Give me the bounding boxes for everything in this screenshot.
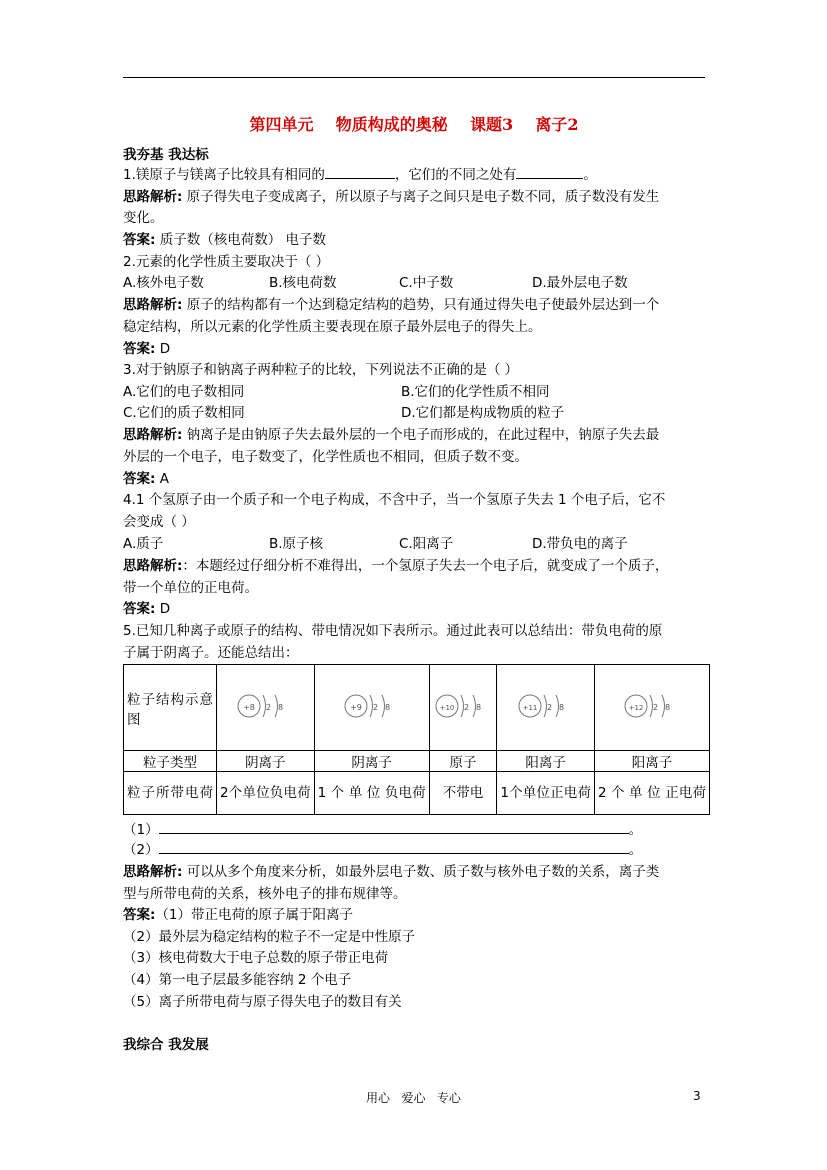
particle-type-cell: 阴离子 [314,751,429,772]
page-number: 3 [693,1089,701,1103]
svg-text:+10: +10 [439,703,455,712]
svg-text:8: 8 [384,702,390,712]
page-footer: 用心 爱心 专心 [366,1091,461,1105]
page-title: 第四单元 物质构成的奥秘 课题3 离子2 [249,115,579,134]
charge-cell: 1 个 单 位 负电荷 [314,772,429,815]
answer-5: 答案:（1）带正电荷的原子属于阳离子 [123,907,353,923]
answer-3: 答案: A [123,471,169,487]
charge-cell: 不带电 [429,772,497,815]
section-heading-2: 我综合 我发展 [123,1037,209,1053]
question-5: 5.已知几种离子或原子的结构、带电情况如下表所示。通过此表可以总结出：带负电荷的原 [123,623,663,639]
svg-text:+9: +9 [349,702,362,712]
answer-5-item: （4）第一电子层最多能容纳 2 个电子 [123,972,352,988]
analysis-5: 思路解析: 可以从多个角度来分析，如最外层电子数、质子数与核外电子数的关系，离子类 [123,864,660,880]
svg-text:2: 2 [652,702,659,712]
svg-text:2: 2 [546,702,552,712]
svg-text:8: 8 [278,702,284,712]
atom-diagram-3 [429,665,497,751]
particle-type-cell: 阳离子 [497,751,595,772]
answer-blank [325,165,395,179]
question-2: 2.元素的化学性质主要取决于（ ） [123,254,330,270]
atom-diagram-2 [314,665,429,751]
particle-table [123,664,710,815]
particle-type-cell: 阳离子 [594,751,709,772]
answer-4: 答案: D [123,601,171,617]
analysis-3-cont: 外层的一个电子，电子数变了，化学性质也不相同，但质子数不变。 [123,449,528,465]
svg-text:+8: +8 [243,702,256,712]
answer-blank [516,165,583,179]
question-3: 3.对于钠原子和钠离子两种粒子的比较，下列说法不正确的是（ ） [123,362,519,378]
atom-diagram-1 [217,665,315,751]
charge-cell: 2 个 单 位 正电荷 [594,772,709,815]
analysis-4: 思路解析:：本题经过仔细分析不难得出，一个氢原子失去一个电子后，就变成了一个质子， [123,558,669,574]
answer-2: 答案: D [123,341,171,357]
particle-type-cell: 原子 [429,751,497,772]
svg-text:2: 2 [463,702,470,712]
answer-5-item: （5）离子所带电荷与原子得失电子的数目有关 [123,994,402,1010]
svg-text:8: 8 [664,702,671,712]
particle-type-cell: 阴离子 [217,751,315,772]
answer-blank [159,820,629,834]
question-4: 4.1 个氢原子由一个质子和一个电子构成，不含中子，当一个氢原子失去 1 个电子后，它不 [123,492,666,508]
fill-in-line-1: （1） 。 [123,822,643,838]
atom-diagram-4 [497,665,595,751]
question-4-cont: 会变成（ ） [123,514,195,530]
header-rule [123,77,705,78]
svg-text:2: 2 [266,702,272,712]
svg-text:8: 8 [558,702,564,712]
answer-5-item: （2）最外层为稳定结构的粒子不一定是中性原子 [123,929,416,945]
answer-1: 答案: 质子数（核电荷数） 电子数 [123,232,326,248]
question-1: 1.镁原子与镁离子比较具有相同的 ，它们的不同之处有 。 [123,167,597,183]
analysis-2-cont: 稳定结构，所以元素的化学性质主要表现在原子最外层电子的得失上。 [123,319,542,335]
charge-cell: 2个单位负电荷 [217,772,315,815]
analysis-5-cont: 型与所带电荷的关系，核外电子的排布规律等。 [123,886,407,902]
fill-in-line-2: （2） 。 [123,842,643,858]
charge-cell: 1个单位正电荷 [497,772,595,815]
svg-text:8: 8 [475,702,482,712]
row-header-charge: 粒子所带电荷 [124,772,217,815]
svg-text:+12: +12 [628,703,644,712]
analysis-3: 思路解析: 钠离子是由钠原子失去最外层的一个电子而形成的，在此过程中，钠原子失去最 [123,427,660,443]
analysis-4-cont: 带一个单位的正电荷。 [123,580,258,596]
section-heading-1: 我夯基 我达标 [123,147,209,163]
analysis-1-cont: 变化。 [123,210,164,226]
analysis-2: 思路解析: 原子的结构都有一个达到稳定结构的趋势，只有通过得失电子使最外层达到一个 [123,297,660,313]
row-header-structure: 粒子结构示意图 [124,665,217,751]
answer-5-item: （3）核电荷数大于电子总数的原子带正电荷 [123,950,389,966]
analysis-1: 思路解析: 原子得失电子变成离子，所以原子与离子之间只是电子数不同，质子数没有发生 [123,189,660,205]
atom-diagram-5 [594,665,709,751]
row-header-type: 粒子类型 [124,751,217,772]
question-5-cont: 子属于阴离子。还能总结出： [123,645,299,661]
svg-text:+11: +11 [522,703,538,712]
svg-text:2: 2 [372,702,378,712]
answer-blank [159,840,629,854]
